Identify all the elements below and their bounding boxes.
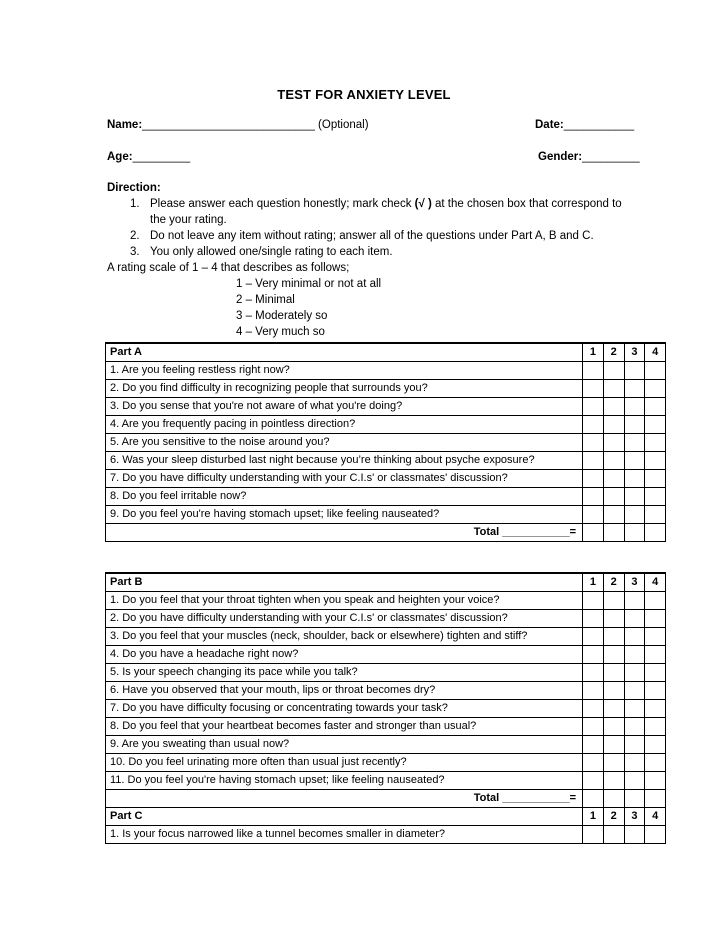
rating-checkbox-1[interactable]: [583, 416, 604, 434]
rating-checkbox-3[interactable]: [624, 826, 645, 844]
check-mark-symbol: (√ ): [414, 198, 432, 210]
rating-checkbox-4[interactable]: [645, 398, 666, 416]
direction-item-1-text-wrap: the your rating.: [150, 214, 227, 226]
name-optional-note: (Optional): [318, 119, 369, 131]
table-row: [106, 470, 666, 488]
rating-scale-4: 4 – Very much so: [236, 326, 325, 338]
rating-checkbox-1[interactable]: [583, 434, 604, 452]
age-field[interactable]: [107, 149, 190, 165]
rating-checkbox-3[interactable]: [624, 398, 645, 416]
part-b-question-5: 5. Is your speech changing its pace while you talk?: [106, 664, 583, 682]
rating-header-4: 4: [645, 573, 666, 592]
rating-checkbox-2[interactable]: [603, 664, 624, 682]
age-label: Age:: [107, 151, 133, 163]
part-b-question-1: 1. Do you feel that your throat tighten when you speak and heighten your voice?: [106, 592, 583, 610]
rating-checkbox-1[interactable]: [583, 506, 604, 524]
rating-checkbox-1[interactable]: [583, 718, 604, 736]
rating-checkbox-1[interactable]: [583, 826, 604, 844]
rating-header-3: 3: [624, 573, 645, 592]
rating-checkbox-4[interactable]: [645, 470, 666, 488]
gender-field[interactable]: [538, 149, 640, 165]
rating-checkbox-4[interactable]: [645, 434, 666, 452]
rating-checkbox-4[interactable]: [645, 736, 666, 754]
direction-item-3-number: 3.: [130, 246, 140, 258]
rating-header-4: 4: [645, 808, 666, 826]
part-a-question-3: 3. Do you sense that you're not aware of what you're doing?: [106, 398, 583, 416]
part-b-table: [105, 572, 666, 844]
rating-header-2: 2: [603, 808, 624, 826]
part-b-question-11: 11. Do you feel you're having stomach upset; like feeling nauseated?: [106, 772, 583, 790]
rating-header-1: 1: [583, 808, 604, 826]
rating-checkbox-2[interactable]: [603, 416, 624, 434]
rating-checkbox-1[interactable]: [583, 610, 604, 628]
date-label: Date:: [535, 119, 564, 131]
rating-checkbox-3[interactable]: [624, 736, 645, 754]
rating-header-4: 4: [645, 343, 666, 362]
rating-checkbox-1[interactable]: [583, 488, 604, 506]
part-a-question-7: 7. Do you have difficulty understanding with your C.I.s' or classmates' discussion?: [106, 470, 583, 488]
direction-item-2-text: Do not leave any item without rating; answer all of the questions under Part A, B and C.: [150, 230, 594, 242]
part-a-question-1: 1. Are you feeling restless right now?: [106, 362, 583, 380]
part-c-header: Part C: [106, 808, 583, 826]
rating-header-2: 2: [603, 573, 624, 592]
direction-item-1-text: Please answer each question honestly; mark check: [150, 198, 415, 210]
direction-item-2-number: 2.: [130, 230, 140, 242]
rating-checkbox-4[interactable]: [645, 628, 666, 646]
table-row: [106, 646, 666, 664]
rating-checkbox-3[interactable]: [624, 700, 645, 718]
rating-checkbox-4[interactable]: [645, 646, 666, 664]
rating-checkbox-2[interactable]: [603, 700, 624, 718]
table-row: [106, 610, 666, 628]
rating-checkbox-2[interactable]: [603, 488, 624, 506]
table-row: [106, 452, 666, 470]
table-row: [106, 736, 666, 754]
rating-header-3: 3: [624, 343, 645, 362]
part-a-total-blank-cell: [645, 524, 666, 542]
rating-checkbox-1[interactable]: [583, 452, 604, 470]
rating-checkbox-1[interactable]: [583, 700, 604, 718]
page-title: TEST FOR ANXIETY LEVEL: [277, 87, 451, 102]
name-blank[interactable]: ___________________________: [142, 119, 315, 131]
rating-checkbox-2[interactable]: [603, 628, 624, 646]
rating-checkbox-3[interactable]: [624, 470, 645, 488]
rating-checkbox-2[interactable]: [603, 682, 624, 700]
name-label: Name:: [107, 119, 143, 131]
rating-checkbox-1[interactable]: [583, 754, 604, 772]
rating-checkbox-3[interactable]: [624, 664, 645, 682]
table-row: [106, 718, 666, 736]
rating-checkbox-3[interactable]: [624, 610, 645, 628]
rating-checkbox-3[interactable]: [624, 362, 645, 380]
rating-header-3: 3: [624, 808, 645, 826]
rating-checkbox-1[interactable]: [583, 646, 604, 664]
rating-scale-2: 2 – Minimal: [236, 294, 295, 306]
part-b-question-3: 3. Do you feel that your muscles (neck, shoulder, back or elsewhere) tighten and stiff?: [106, 628, 583, 646]
table-row: [106, 754, 666, 772]
part-b-header-row: [106, 573, 666, 592]
direction-label: Direction:: [107, 182, 161, 194]
part-b-question-6: 6. Have you observed that your mouth, lips or throat becomes dry?: [106, 682, 583, 700]
age-blank[interactable]: _________: [132, 151, 191, 163]
table-row: [106, 628, 666, 646]
rating-checkbox-1[interactable]: [583, 362, 604, 380]
rating-checkbox-2[interactable]: [603, 754, 624, 772]
direction-item-1: [150, 196, 650, 212]
rating-checkbox-3[interactable]: [624, 772, 645, 790]
part-a-total-blank-cell: [583, 524, 604, 542]
part-b-question-8: 8. Do you feel that your heartbeat becomes faster and stronger than usual?: [106, 718, 583, 736]
rating-checkbox-2[interactable]: [603, 736, 624, 754]
rating-checkbox-3[interactable]: [624, 646, 645, 664]
table-row: [106, 362, 666, 380]
rating-checkbox-1[interactable]: [583, 398, 604, 416]
date-field[interactable]: [535, 117, 634, 133]
part-b-total: Total ___________=: [106, 790, 583, 808]
rating-checkbox-4[interactable]: [645, 664, 666, 682]
part-b-question-4: 4. Do you have a headache right now?: [106, 646, 583, 664]
rating-checkbox-2[interactable]: [603, 646, 624, 664]
part-b-question-7: 7. Do you have difficulty focusing or concentrating towards your task?: [106, 700, 583, 718]
rating-checkbox-4[interactable]: [645, 362, 666, 380]
rating-checkbox-2[interactable]: [603, 826, 624, 844]
direction-item-1-number: 1.: [130, 198, 140, 210]
part-a-header: Part A: [106, 343, 583, 362]
rating-checkbox-1[interactable]: [583, 772, 604, 790]
rating-checkbox-2[interactable]: [603, 452, 624, 470]
table-row: [106, 772, 666, 790]
rating-checkbox-1[interactable]: [583, 682, 604, 700]
part-a-total-row: [106, 524, 666, 542]
part-b-total-blank-cell: [583, 790, 604, 808]
part-a-question-2: 2. Do you find difficulty in recognizing people that surrounds you?: [106, 380, 583, 398]
rating-scale-intro: A rating scale of 1 – 4 that describes as follows;: [107, 262, 350, 274]
part-c-question-1: 1. Is your focus narrowed like a tunnel becomes smaller in diameter?: [106, 826, 583, 844]
rating-checkbox-1[interactable]: [583, 736, 604, 754]
rating-checkbox-4[interactable]: [645, 452, 666, 470]
part-a-question-6: 6. Was your sleep disturbed last night because you’re thinking about psyche exposure?: [106, 452, 583, 470]
rating-checkbox-3[interactable]: [624, 592, 645, 610]
rating-checkbox-3[interactable]: [624, 416, 645, 434]
rating-checkbox-3[interactable]: [624, 380, 645, 398]
part-b-question-10: 10. Do you feel urinating more often than usual just recently?: [106, 754, 583, 772]
part-b-question-9: 9. Are you sweating than usual now?: [106, 736, 583, 754]
rating-checkbox-1[interactable]: [583, 664, 604, 682]
rating-checkbox-4[interactable]: [645, 488, 666, 506]
part-b-total-blank-cell: [624, 790, 645, 808]
rating-checkbox-4[interactable]: [645, 682, 666, 700]
rating-checkbox-2[interactable]: [603, 718, 624, 736]
rating-checkbox-3[interactable]: [624, 718, 645, 736]
table-row: [106, 826, 666, 844]
part-b-total-blank-cell: [603, 790, 624, 808]
rating-checkbox-4[interactable]: [645, 700, 666, 718]
rating-checkbox-1[interactable]: [583, 380, 604, 398]
table-row: [106, 700, 666, 718]
rating-checkbox-4[interactable]: [645, 380, 666, 398]
table-row: [106, 398, 666, 416]
rating-header-1: 1: [583, 573, 604, 592]
rating-checkbox-2[interactable]: [603, 610, 624, 628]
rating-checkbox-3[interactable]: [624, 488, 645, 506]
table-row: [106, 682, 666, 700]
rating-checkbox-4[interactable]: [645, 592, 666, 610]
table-row: [106, 416, 666, 434]
rating-checkbox-2[interactable]: [603, 380, 624, 398]
direction-item-3-text: You only allowed one/single rating to each item.: [150, 246, 393, 258]
part-a-question-5: 5. Are you sensitive to the noise around you?: [106, 434, 583, 452]
table-row: [106, 488, 666, 506]
part-b-question-2: 2. Do you have difficulty understanding with your C.I.s' or classmates' discussion?: [106, 610, 583, 628]
rating-checkbox-2[interactable]: [603, 362, 624, 380]
table-row: [106, 380, 666, 398]
rating-header-1: 1: [583, 343, 604, 362]
rating-checkbox-4[interactable]: [645, 610, 666, 628]
rating-checkbox-3[interactable]: [624, 628, 645, 646]
part-b-header: Part B: [106, 573, 583, 592]
rating-checkbox-2[interactable]: [603, 772, 624, 790]
table-row: [106, 506, 666, 524]
part-a-total: Total ___________=: [106, 524, 583, 542]
part-a-table: [105, 342, 666, 542]
rating-checkbox-2[interactable]: [603, 434, 624, 452]
table-row: [106, 434, 666, 452]
rating-checkbox-4[interactable]: [645, 772, 666, 790]
part-b-total-row: [106, 790, 666, 808]
rating-checkbox-3[interactable]: [624, 452, 645, 470]
rating-checkbox-4[interactable]: [645, 506, 666, 524]
table-row: [106, 592, 666, 610]
part-a-question-8: 8. Do you feel irritable now?: [106, 488, 583, 506]
rating-checkbox-1[interactable]: [583, 470, 604, 488]
part-a-header-row: [106, 343, 666, 362]
rating-checkbox-2[interactable]: [603, 470, 624, 488]
rating-header-2: 2: [603, 343, 624, 362]
part-a-question-9: 9. Do you feel you're having stomach upset; like feeling nauseated?: [106, 506, 583, 524]
rating-checkbox-4[interactable]: [645, 826, 666, 844]
date-blank[interactable]: ___________: [563, 119, 635, 131]
name-field[interactable]: [107, 117, 369, 133]
rating-scale-3: 3 – Moderately so: [236, 310, 328, 322]
gender-blank[interactable]: _________: [582, 151, 640, 163]
rating-scale-1: 1 – Very minimal or not at all: [236, 278, 382, 290]
rating-checkbox-3[interactable]: [624, 682, 645, 700]
part-a-question-4: 4. Are you frequently pacing in pointless direction?: [106, 416, 583, 434]
rating-checkbox-2[interactable]: [603, 592, 624, 610]
part-a-total-blank-cell: [603, 524, 624, 542]
rating-checkbox-3[interactable]: [624, 506, 645, 524]
rating-checkbox-1[interactable]: [583, 592, 604, 610]
rating-checkbox-4[interactable]: [645, 754, 666, 772]
rating-checkbox-3[interactable]: [624, 434, 645, 452]
rating-checkbox-1[interactable]: [583, 628, 604, 646]
rating-checkbox-4[interactable]: [645, 416, 666, 434]
table-row: [106, 664, 666, 682]
rating-checkbox-2[interactable]: [603, 398, 624, 416]
rating-checkbox-3[interactable]: [624, 754, 645, 772]
rating-checkbox-4[interactable]: [645, 718, 666, 736]
direction-item-1-text-cont: at the chosen box that correspond to: [431, 198, 622, 210]
part-c-header-row: [106, 808, 666, 826]
part-b-total-blank-cell: [645, 790, 666, 808]
rating-checkbox-2[interactable]: [603, 506, 624, 524]
part-a-total-blank-cell: [624, 524, 645, 542]
gender-label: Gender:: [538, 151, 583, 163]
